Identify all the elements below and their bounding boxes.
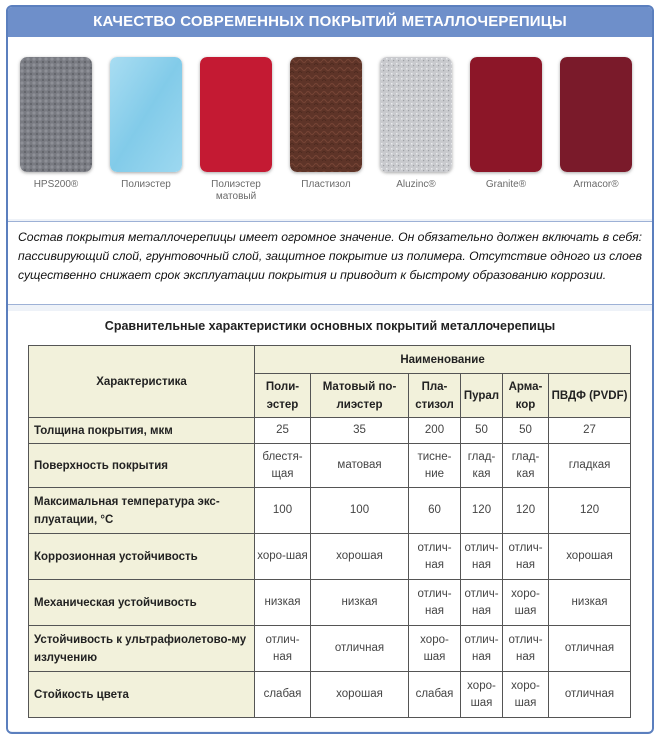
table-cell: слабая bbox=[255, 672, 311, 718]
column-header: Пла-стизол bbox=[409, 374, 461, 418]
swatch-armacor bbox=[560, 57, 632, 191]
swatch-plastisol bbox=[290, 57, 362, 191]
row-label: Механическая устойчивость bbox=[29, 580, 255, 626]
table-cell: 27 bbox=[549, 418, 631, 444]
column-header: ПВДФ (PVDF) bbox=[549, 374, 631, 418]
table-cell: глад-кая bbox=[461, 444, 503, 488]
comparison-section bbox=[8, 311, 652, 731]
table-cell: отлич-ная bbox=[409, 580, 461, 626]
table-cell: хоро-шая bbox=[503, 580, 549, 626]
plastisol-texture bbox=[290, 57, 362, 172]
table-cell: отлич-ная bbox=[461, 534, 503, 580]
row-label: Устойчивость к ультрафиолетово-му излучению bbox=[29, 626, 255, 672]
table-row bbox=[29, 418, 631, 444]
hps200-texture bbox=[20, 57, 92, 172]
column-header: Матовый по-лиэстер bbox=[311, 374, 409, 418]
swatch-caption: Aluzinc® bbox=[396, 179, 436, 190]
table-cell: отлич-ная bbox=[503, 534, 549, 580]
swatch-caption: Полиэстер bbox=[121, 179, 171, 190]
column-header: Арма-кор bbox=[503, 374, 549, 418]
table-cell: 60 bbox=[409, 488, 461, 534]
row-label: Толщина покрытия, мкм bbox=[29, 418, 255, 444]
table-cell: 120 bbox=[503, 488, 549, 534]
table-cell: гладкая bbox=[549, 444, 631, 488]
table-cell: хоро-шая bbox=[461, 672, 503, 718]
table-cell: отлич-ная bbox=[255, 626, 311, 672]
table-cell: 120 bbox=[549, 488, 631, 534]
swatch-caption: Полиэстер матовый bbox=[211, 179, 261, 202]
column-header: Пурал bbox=[461, 374, 503, 418]
table-cell: 100 bbox=[255, 488, 311, 534]
page-title: КАЧЕСТВО СОВРЕМЕННЫХ ПОКРЫТИЙ МЕТАЛЛОЧЕРЕПИЦЫ bbox=[8, 7, 652, 37]
description-text: Состав покрытия металлочерепицы имеет огромное значение. Он обязательно должен включать в себя: пассивирующий слой, грунтовочный слой, защитное покрытие из полимера. Отсутствие одного из слоев существенно снижает срок эксплуатации покрытия и приводит к быстрому образованию коррозии. bbox=[8, 221, 652, 305]
table-cell: блестя-щая bbox=[255, 444, 311, 488]
table-cell: отлич-ная bbox=[461, 580, 503, 626]
table-cell: низкая bbox=[549, 580, 631, 626]
swatch-aluzinc bbox=[380, 57, 452, 191]
swatch-caption: Пластизол bbox=[301, 179, 351, 190]
row-label: Поверхность покрытия bbox=[29, 444, 255, 488]
swatch-hps200 bbox=[20, 57, 92, 191]
swatch-polyester bbox=[110, 57, 182, 191]
infographic-frame bbox=[6, 5, 654, 734]
table-cell: 25 bbox=[255, 418, 311, 444]
table-cell: хорошая bbox=[311, 672, 409, 718]
table-cell: отличная bbox=[311, 626, 409, 672]
table-cell: 35 bbox=[311, 418, 409, 444]
table-cell: хоро-шая bbox=[503, 672, 549, 718]
matte-polyester-texture bbox=[200, 57, 272, 172]
row-label: Стойкость цвета bbox=[29, 672, 255, 718]
table-cell: отличная bbox=[549, 626, 631, 672]
table-cell: низкая bbox=[311, 580, 409, 626]
column-header: Поли-эстер bbox=[255, 374, 311, 418]
table-row bbox=[29, 534, 631, 580]
swatch-caption: Armacor® bbox=[573, 179, 619, 190]
table-title: Сравнительные характеристики основных покрытий металлочерепицы bbox=[104, 319, 556, 333]
table-cell: отличная bbox=[549, 672, 631, 718]
table-cell: хорошая bbox=[549, 534, 631, 580]
table-row bbox=[29, 672, 631, 718]
table-row bbox=[29, 626, 631, 672]
armacor-texture bbox=[560, 57, 632, 172]
row-label: Коррозионная устойчивость bbox=[29, 534, 255, 580]
swatch-caption: Granite® bbox=[485, 179, 527, 190]
granite-texture bbox=[470, 57, 542, 172]
table-cell: 50 bbox=[461, 418, 503, 444]
characteristic-header: Характеристика bbox=[29, 346, 255, 418]
table-cell: матовая bbox=[311, 444, 409, 488]
table-cell: низкая bbox=[255, 580, 311, 626]
table-cell: отлич-ная bbox=[461, 626, 503, 672]
swatch-panel bbox=[8, 37, 652, 219]
name-header: Наименование bbox=[255, 346, 631, 374]
table-cell: отлич-ная bbox=[409, 534, 461, 580]
table-row bbox=[29, 580, 631, 626]
swatch-matte-polyester bbox=[200, 57, 272, 203]
table-cell: 200 bbox=[409, 418, 461, 444]
row-label: Максимальная температура экс-плуатации, °С bbox=[29, 488, 255, 534]
table-cell: хоро-шая bbox=[255, 534, 311, 580]
table-cell: хоро-шая bbox=[409, 626, 461, 672]
table-row bbox=[29, 488, 631, 534]
aluzinc-texture bbox=[380, 57, 452, 172]
table-cell: тисне-ние bbox=[409, 444, 461, 488]
table-row bbox=[29, 444, 631, 488]
table-cell: 120 bbox=[461, 488, 503, 534]
table-cell: хорошая bbox=[311, 534, 409, 580]
polyester-texture bbox=[110, 57, 182, 172]
table-cell: 100 bbox=[311, 488, 409, 534]
table-cell: 50 bbox=[503, 418, 549, 444]
swatch-caption: HPS200® bbox=[33, 179, 79, 190]
table-cell: глад-кая bbox=[503, 444, 549, 488]
swatch-granite bbox=[470, 57, 542, 191]
comparison-table bbox=[28, 345, 631, 718]
table-cell: слабая bbox=[409, 672, 461, 718]
table-cell: отлич-ная bbox=[503, 626, 549, 672]
